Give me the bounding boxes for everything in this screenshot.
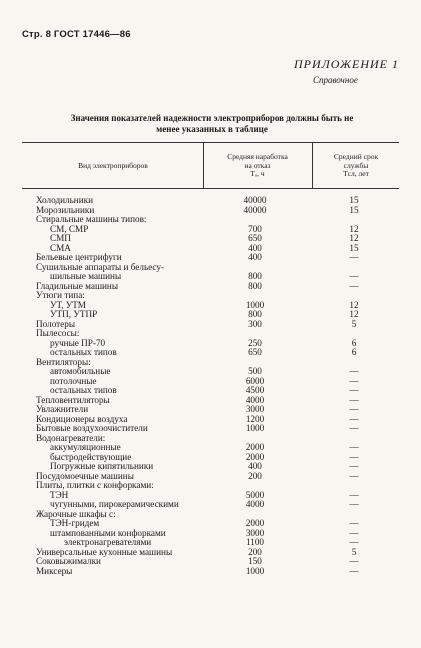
row-name: Сушильные аппараты и бельесу- [36,261,165,272]
row-mtbf-value: 650 [248,233,262,243]
row-name: Бытовые воздухоочистители [36,423,148,433]
row-mtbf-value: 1000 [245,423,265,433]
row-mtbf-value: 4000 [245,394,265,405]
row-mtbf-value: 400 [248,242,262,253]
row-mtbf-value: 1000 [245,565,265,576]
column-header-type: Вид электроприборов [78,161,148,170]
row-name: Увлажнители [36,404,89,414]
row-mtbf-value: 1200 [245,413,265,424]
row-mtbf-value: 800 [248,309,262,319]
row-mtbf-value: 3000 [245,527,265,538]
row-mtbf-value: 4000 [245,499,265,509]
row-lifetime-value: — [349,413,359,424]
row-lifetime-value: 15 [349,242,359,253]
row-lifetime-value: — [349,527,359,538]
row-lifetime-value: — [349,470,359,481]
row-lifetime-value: — [349,385,359,395]
row-lifetime-value: 12 [349,223,359,234]
table-header-rule [22,188,399,189]
page-header: Стр. 8 ГОСТ 17446—86 [22,29,131,40]
row-lifetime-value: — [349,442,359,452]
appendix-subtitle: Справочное [313,75,358,85]
row-lifetime-value: — [349,366,359,376]
row-lifetime-value: 6 [351,347,357,357]
row-name: электронагревателями [64,537,152,547]
row-name: ТЭН-гридем [50,518,100,528]
row-name: СМ, СМР [50,223,89,234]
row-mtbf-value: 150 [248,556,262,566]
row-name: Стиральные машины типов: [36,214,147,224]
row-name: Соковыжималки [36,556,101,566]
row-name: УТ, УТМ [50,299,86,310]
row-name: Гладильные машины [36,280,119,291]
row-name: Универсальные кухонные машины [36,546,173,557]
row-mtbf-value: 400 [248,461,262,471]
row-mtbf-value: 3000 [245,404,265,414]
row-lifetime-value: — [349,423,359,433]
row-name: СМА [50,242,71,253]
row-mtbf-value: 650 [248,347,262,357]
table-row [22,234,399,244]
row-lifetime-value: — [349,565,359,576]
row-lifetime-value: 12 [349,299,359,310]
row-mtbf-value: 5000 [245,489,265,500]
column-header-mtbf-line-1: Средняя наработка [227,152,288,161]
row-name: Миксеры [36,565,73,576]
table-row [22,481,399,491]
row-lifetime-value: — [349,375,359,386]
row-mtbf-value: 40000 [243,204,267,215]
row-mtbf-value: 800 [248,271,262,281]
column-header-lifetime-line-2: службы [343,160,369,170]
row-name: быстродействующие [50,451,132,462]
row-lifetime-value: 12 [349,309,359,319]
row-mtbf-value: 300 [248,318,262,329]
row-mtbf-value: 250 [248,337,262,348]
row-name: остальных типов [50,347,117,357]
row-lifetime-value: 15 [349,204,359,215]
row-lifetime-value: — [349,394,359,405]
row-name: Тепловентиляторы [36,394,110,405]
row-lifetime-value: — [349,518,359,528]
row-mtbf-value: 200 [248,470,262,481]
column-header-lifetime [313,153,399,179]
column-header-lifetime-line-3: Tсл, лет [343,169,369,178]
row-lifetime-value: — [349,461,359,471]
row-name: Жарочные шкафы с: [36,508,116,519]
row-lifetime-value: 12 [349,233,359,243]
row-name: шильные машины [50,271,122,281]
table-body [22,196,399,576]
row-lifetime-value: — [349,252,359,262]
row-name: Посудомоечные машины [36,470,134,481]
row-name: Водонагреватели: [36,432,106,443]
column-header-mtbf [204,153,311,179]
column-header-mtbf-line-3: Tₒ, ч [250,169,265,178]
row-lifetime-value: — [349,489,359,500]
row-mtbf-value: 2000 [245,451,265,462]
row-name: автомобильные [50,366,111,376]
column-header-lifetime-line-1: Средний срок [333,152,379,161]
row-name: Пылесосы: [36,328,80,338]
row-mtbf-value: 200 [248,546,262,557]
row-name: Погружные кипятильники [50,461,154,471]
row-name: ТЭН [50,489,69,500]
row-lifetime-value: — [349,451,359,462]
row-lifetime-value: — [349,280,359,291]
row-name: Вентиляторы: [36,356,91,367]
row-name: потолочные [50,375,97,386]
row-mtbf-value: 700 [248,223,262,234]
table-row [22,310,399,320]
row-name: чугунными, пирокерамическими [50,499,179,509]
row-name: Утюги типа: [36,290,85,300]
row-name: остальных типов [50,385,117,395]
row-mtbf-value: 2000 [245,442,265,452]
table-title [42,113,382,135]
table-row [22,557,399,567]
row-lifetime-value: 6 [351,337,357,348]
table-row [22,225,399,235]
row-lifetime-value: 5 [351,546,357,557]
row-mtbf-value: 40000 [243,195,267,205]
row-mtbf-value: 2000 [245,518,265,528]
row-mtbf-value: 400 [248,252,262,262]
table-title-line-1: Значения показателей надежности электроприборов должны быть не [70,113,354,123]
appendix-title: ПРИЛОЖЕНИЕ 1 [294,57,399,71]
column-header-mtbf-line-2: на отказ [244,160,271,170]
row-name: Бельевые центрифуги [36,252,122,262]
table-row [22,567,399,577]
row-lifetime-value: — [349,499,359,509]
row-name: СМП [50,233,71,243]
row-lifetime-value: — [349,271,359,281]
row-name: Полотеры [36,318,76,329]
row-mtbf-value: 500 [248,366,262,376]
row-name: Холодильники [36,195,94,205]
row-mtbf-value: 1100 [245,537,265,547]
table-title-line-2: менее указанных в таблице [156,124,268,134]
table-top-rule [22,142,399,143]
row-lifetime-value: — [349,537,359,547]
row-lifetime-value: 5 [351,318,357,329]
row-name: Плиты, плитки с конфорками: [36,480,154,490]
row-lifetime-value: 15 [349,195,359,205]
row-name: Морозильники [36,204,95,215]
row-mtbf-value: 1000 [245,299,265,310]
row-mtbf-value: 4500 [245,385,265,395]
row-name: ручные ПР-70 [50,337,106,348]
row-lifetime-value: — [349,404,359,414]
row-name: аккумуляционные [50,442,121,452]
row-name: штампованными конфорками [50,527,166,538]
row-name: Кондиционеры воздуха [36,413,128,424]
row-mtbf-value: 800 [248,280,262,291]
row-name: УТП, УТПР [50,309,98,319]
row-lifetime-value: — [349,556,359,566]
row-mtbf-value: 6000 [245,375,265,386]
